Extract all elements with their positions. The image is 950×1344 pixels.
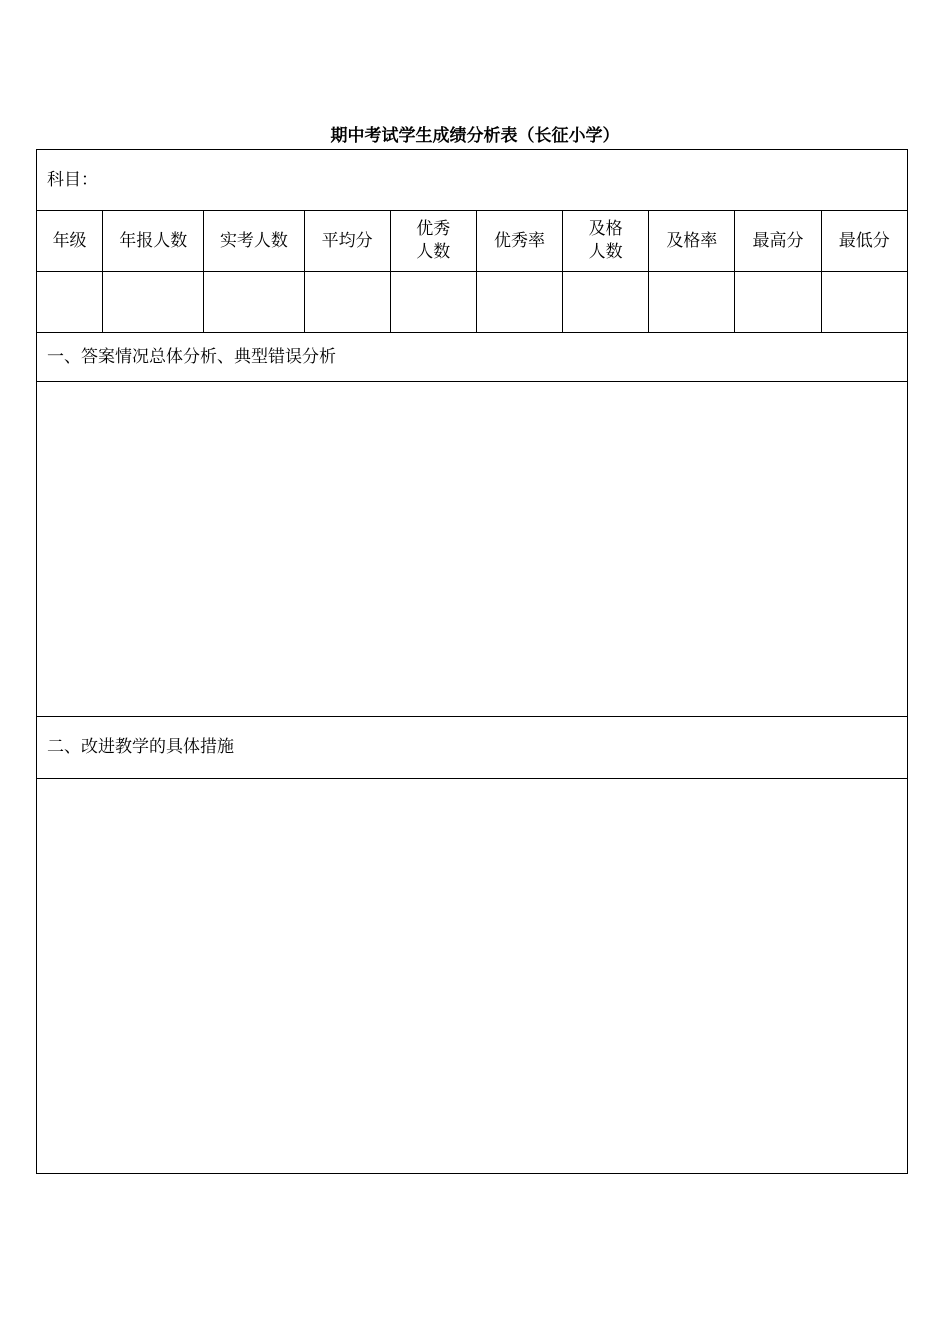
section1-heading: 一、答案情况总体分析、典型错误分析 [37,333,908,382]
header-cell-grade: 年级 [37,211,103,272]
section2-content-area[interactable] [37,779,908,1174]
data-cell-excellent-count[interactable] [390,272,476,333]
header-cell-enrolled: 年报人数 [103,211,204,272]
header-cell-excellent-count: 优秀 人数 [390,211,476,272]
header-cell-average: 平均分 [304,211,390,272]
subject-field[interactable] [37,150,908,211]
data-cell-pass-count[interactable] [563,272,649,333]
data-cell-pass-rate[interactable] [649,272,735,333]
data-cell-excellent-rate[interactable] [476,272,562,333]
data-cell-average[interactable] [304,272,390,333]
header-cell-pass-count: 及格 人数 [563,211,649,272]
header-cell-min-score: 最低分 [821,211,907,272]
data-cell-grade[interactable] [37,272,103,333]
subject-label: 科目： [47,169,98,190]
data-cell-min-score[interactable] [821,272,907,333]
data-cell-max-score[interactable] [735,272,821,333]
analysis-form-table [36,149,908,1174]
header-cell-tested: 实考人数 [204,211,304,272]
section2-heading: 二、改进教学的具体措施 [37,717,908,779]
header-cell-pass-rate: 及格率 [649,211,735,272]
stats-data-row [37,272,908,333]
section1-content-area[interactable] [37,382,908,717]
header-cell-excellent-rate: 优秀率 [476,211,562,272]
header-cell-max-score: 最高分 [735,211,821,272]
data-cell-enrolled[interactable] [103,272,204,333]
data-cell-tested[interactable] [204,272,304,333]
stats-header-row [37,211,908,272]
document-title: 期中考试学生成绩分析表（长征小学） [330,126,620,146]
